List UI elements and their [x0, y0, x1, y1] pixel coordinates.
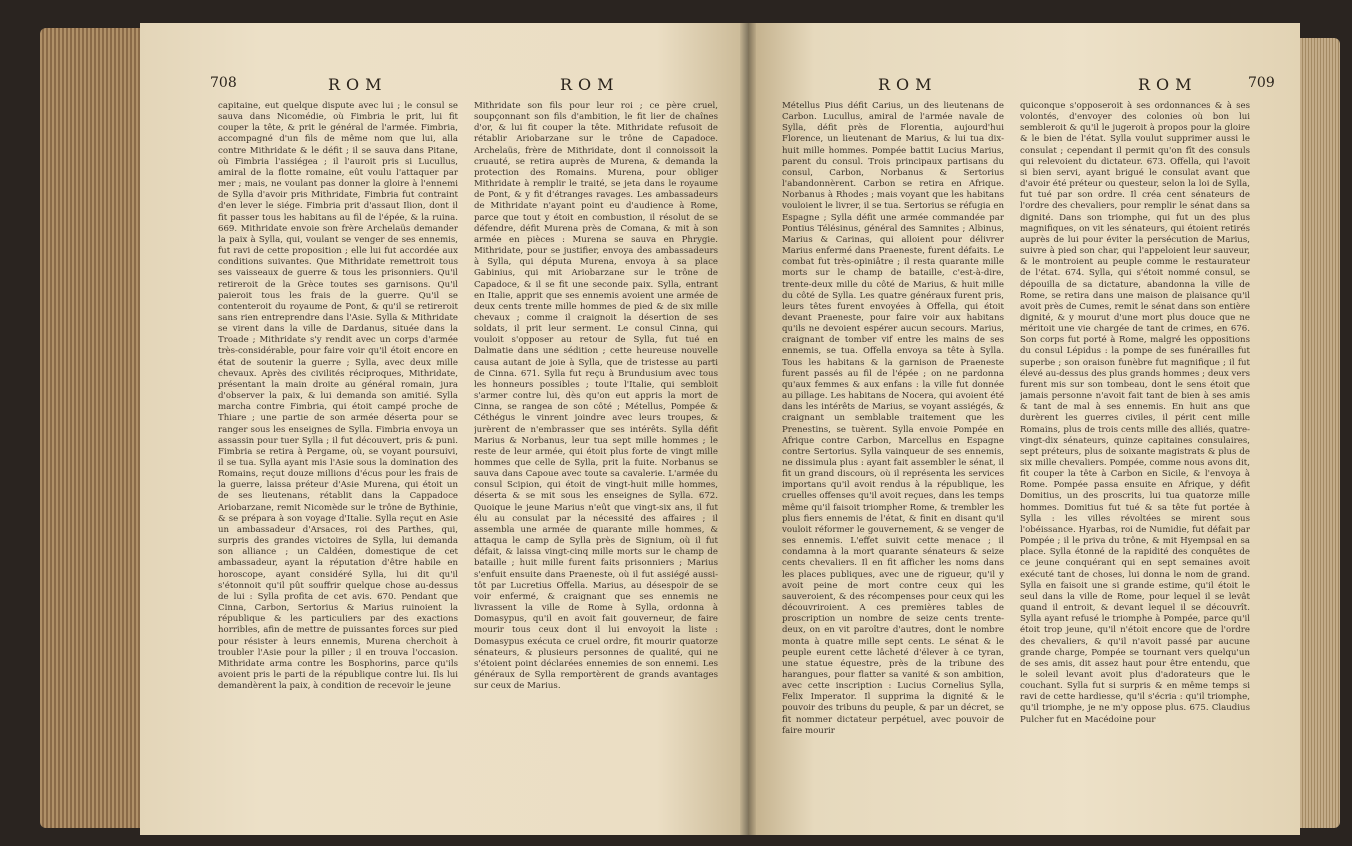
text-column-left-1 — [218, 101, 458, 821]
page-number-right: 709 — [1248, 75, 1275, 91]
running-header-left-col2: ROM — [560, 75, 620, 94]
book-gutter — [740, 23, 756, 835]
column-text: Métellus Pius défit Carius, un des lieutenans de Carbon. Lucullus, amiral de l'armée navale de Sylla, défit près de Florentia, aujourd'hui Florence, un lieutenant de Marius, & lui tua dix-huit mille hommes. Pompée battit Lucius Marius, parent du consul. Trois principaux partisans du consul, Carbon, Norbanus & Sertorius l'abandonnèrent. Carbon se retira en Afrique. Norbanus à Rhodes ; mais voyant que les habitans vouloient le livrer, il se tua. Sertorius se réfugia en Espagne ; Sylla défit une armée commandée par Pontius Télésinus, général des Samnites ; Albinus, Marius & Carinas, qui alloient pour délivrer Marius enfermé dans Praeneste, furent défaits. Le combat fut très-opiniâtre ; il resta quarante mille morts sur le champ de bataille, c'est-à-dire, trente-deux mille du côté de Marius, & huit mille du côté de Sylla. Les quatre généraux furent pris, leurs têtes furent envoyées à Offella, qui étoit devant Praeneste, pour faire voir aux habitans qu'ils ne devoient espérer aucun secours. Marius, craignant de tomber vif entre les mains de ses ennemis, se tua. Offella envoya sa tête à Sylla. Tous les habitans & la garnison de Praeneste furent passés au fil de l'épée ; on ne pardonna qu'aux femmes & aux enfans : la ville fut donnée au pillage. Les habitans de Nocera, qui avoient été dans les intérêts de Marius, se voyant assiégés, & craignant un semblable traitement que les Prenestins, se tuèrent. Sylla envoie Pompée en Afrique contre Carbon, Marcellus en Espagne contre Sertorius. Sylla vainqueur de ses ennemis, ne dissimula plus : ayant fait assembler le sénat, il fit un grand discours, où il représenta les services importans qu'il avoit rendus à la république, les cruelles offenses qu'il avoit reçues, dans les temps même qu'il faisoit triompher Rome, & trembler les plus fiers ennemis de l'état, & finit en disant qu'il vouloit réformer le gouvernement, & se venger de ses ennemis. L'effet suivit cette menace ; il condamna à la mort quarante sénateurs & seize cents chevaliers. Il en fit afficher les noms dans les places publiques, avec une de rigueur, qu'il y avoit peine de mort contre ceux qui les sauveroient, & des récompenses pour ceux qui les découvriroient. A ces premières tables de proscription un nombre de seize cents trente-deux, on en vit paroître d'autres, dont le nombre monta à quatre mille sept cents. Le sénat & le peuple eurent cette lâcheté d'élever à ce tyran, une statue équestre, près de la tribune des harangues, pour flatter sa vanité & son ambition, avec cette inscription : Lucius Cornelius Sylla, Felix Imperator. Il supprima la dignité & le pouvoir des tribuns du peuple, & par un décret, se fit nommer dictateur perpétuel, avec pouvoir de faire mourir — [782, 101, 1004, 736]
text-column-left-2 — [474, 101, 718, 821]
text-column-right-1 — [782, 101, 1004, 821]
column-text: capitaine, eut quelque dispute avec lui ; le consul se sauva dans Nicomédie, où Fimbria le prit, lui fit couper la tête, & prit le général de l'armée. Fimbria, accompagné d'un fils de même nom que lui, alla contre Mithridate & le défit ; il se sauva dans Pitane, où Fimbria l'assiégea ; il l'auroit pris si Lucullus, amiral de la flotte romaine, eût voulu l'attaquer par mer ; mais, ne voulant pas donner la gloire à l'ennemi de Sylla d'avoir pris Mithridate, Fimbria fut contraint d'en lever le siége. Fimbria prit d'assaut Ilion, dont il fit passer tous les habitans au fil de l'épée, & la ruina. 669. Mithridate envoie son frère Archelaüs demander la paix à Sylla, qui, voulant se venger de ses ennemis, fut ravi de cette proposition ; elle lui fut accordée aux conditions suivantes. Que Mithridate remettroit tous ses vaisseaux de guerre & tous les prisonniers. Qu'il retireroit de la Grèce toutes ses garnisons. Qu'il paieroit tous les frais de la guerre. Qu'il se contenteroit du royaume de Pont, & qu'il se retireroit sans rien entreprendre dans l'Asie. Sylla & Mithridate se virent dans la ville de Dardanus, située dans la Troade ; Mithridate s'y rendit avec un corps d'armée très-considérable, pour faire voir qu'il étoit encore en état de soutenir la guerre ; Sylla, avec deux mille chevaux. Après des civilités réciproques, Mithridate, présentant la main droite au général romain, jura d'observer la paix, & lui demanda son amitié. Sylla marcha contre Fimbria, qui étoit campé proche de Thiare ; une partie de son armée déserta pour se ranger sous les enseignes de Sylla. Fimbria envoya un assassin pour tuer Sylla ; il fut découvert, pris & puni. Fimbria se retira à Pergame, où, se voyant poursuivi, il se tua. Sylla ayant mis l'Asie sous la domination des Romains, reçut douze millions d'écus pour les frais de la guerre, laissa préteur d'Asie Murena, qui étoit un de ses lieutenans, rétablit dans la Cappadoce Ariobarzane, remit Nicomède sur le trône de Bythinie, & se prépara à son voyage d'Italie. Sylla reçut en Asie un ambassadeur d'Arsaces, roi des Parthes, qui, surpris des grandes victoires de Sylla, lui demanda son alliance ; un Caldéen, domestique de cet ambassadeur, ayant la réputation d'être habile en horoscope, ayant considéré Sylla, lui dit qu'il s'étonnoit qu'il pût souffrir quelque chose au-dessus de lui : Sylla profita de cet avis. 670. Pendant que Cinna, Carbon, Sertorius & Marius ruinoient la république & les particuliers par des exactions horribles, afin de mettre de puissantes forces sur pied pour résister à leurs ennemis, Murena cherchoit à troubler l'Asie pour la piller ; il en trouva l'occasion. Mithridate arma contre les Bosphorins, parce qu'ils avoient pris le parti de la république contre lui. Ils lui demandèrent la paix, à condition de recevoir le jeune — [218, 101, 458, 692]
right-page — [748, 23, 1300, 835]
running-header-right-col1: ROM — [878, 75, 938, 94]
left-page — [140, 23, 748, 835]
open-book — [40, 8, 1340, 838]
page-edges-left — [40, 28, 140, 828]
running-header-right-col2: ROM — [1138, 75, 1198, 94]
running-header-left-col1: ROM — [328, 75, 388, 94]
page-number-left: 708 — [210, 75, 237, 91]
page-edges-right — [1300, 38, 1340, 828]
column-text: Mithridate son fils pour leur roi ; ce père cruel, soupçonnant son fils d'ambition, le fit lier de chaînes d'or, & lui fit couper la tête. Mithridate refusoit de rétablir Ariobarzane sur le trône de Capadoce. Archelaüs, frère de Mithridate, dont il connoissoit la cruauté, se retira auprès de Murena, & demanda la protection des Romains. Murena, pour obliger Mithridate à remplir le traité, se jeta dans le royaume de Pont, & y fit d'étranges ravages. Les ambassadeurs de Mithridate n'ayant point eu d'audience à Rome, parce que tout y étoit en combustion, il résolut de se défendre, défit Murena près de Comana, & mit à son armée en pièces : Murena se sauva en Phrygie. Mithridate, pour se justifier, envoya des ambassadeurs à Sylla, qui députa Murena, envoya à sa place Gabinius, qui mit Ariobarzane sur le trône de Capadoce, & il se fit une seconde paix. Sylla, entrant en Italie, apprit que ses ennemis avoient une armée de deux cents trente mille hommes de pied & de six mille chevaux ; comme il craignoit la désertion de ses soldats, il prit leur serment. Le consul Cinna, qui vouloit s'opposer au retour de Sylla, fut tué en Dalmatie dans une sédition ; cette heureuse nouvelle causa autant de joie à Sylla, que de tristesse au parti de Cinna. 671. Sylla fut reçu à Brundusium avec tous les honneurs possibles ; toute l'Italie, qui sembloit s'armer contre lui, dès qu'on eut appris la mort de Cinna, se rangea de son côté ; Métellus, Pompée & Céthégus le vinrent joindre avec leurs troupes, & jurèrent de n'embrasser que ses intérêts. Sylla défit Marius & Norbanus, leur tua sept mille hommes ; le reste de leur armée, qui étoit plus forte de vingt mille hommes que celle de Sylla, prit la fuite. Norbanus se sauva dans Capoue avec toute sa cavalerie. L'armée du consul Scipion, qui étoit de vingt-huit mille hommes, déserta & se mit sous les enseignes de Sylla. 672. Quoique le jeune Marius n'eût que vingt-six ans, il fut élu au consulat par la nécessité des affaires ; il assembla une armée de quarante mille hommes, & attaqua le camp de Sylla près de Signium, où il fut défait, & laissa vingt-cinq mille morts sur le champ de bataille ; huit mille furent faits prisonniers ; Marius s'enfuit ensuite dans Praeneste, où il fut assiégé aussi-tôt par Lucretius Offella. Marius, au désespoir de se voir enfermé, & craignant que ses ennemis ne livrassent la ville de Rome à Sylla, ordonna à Domasypus, qu'il en avoit fait gouverneur, de faire mourir tous ceux dont il lui envoyoit la liste : Domasypus exécuta ce cruel ordre, fit mourir quatorze sénateurs, & plusieurs personnes de qualité, qui ne s'étoient point déclarées ennemies de son ennemi. Les généraux de Sylla remportèrent de grands avantages sur ceux de Marius. — [474, 101, 718, 692]
text-column-right-2 — [1020, 101, 1250, 821]
column-text: quiconque s'opposeroit à ses ordonnances & à ses volontés, d'envoyer des colonies où bon lui sembleroit & qu'il le jugeroit à propos pour la gloire & le bien de l'état. Sylla voulut supprimer aussi le consulat ; cependant il permit qu'on fît des consuls qui relevoient du dictateur. 673. Offella, qui l'avoit si bien servi, ayant brigué le consulat avant que d'avoir été préteur ou questeur, selon la loi de Sylla, fut tué par son ordre. Il créa cent sénateurs de l'ordre des chevaliers, pour remplir le sénat dans sa dignité. Dans son triomphe, qui fut un des plus magnifiques, on vit les sénateurs, qui étoient retirés auprès de lui pour éviter la persécution de Marius, suivre à pied son char, qui l'appeloient leur sauveur, & le montroient au peuple comme le restaurateur de l'état. 674. Sylla, qui s'étoit nommé consul, se dépouilla de sa dictature, abandonna la ville de Rome, se retira dans une maison de plaisance qu'il avoit près de Cumes, remit le sénat dans son entière dignité, & y mourut d'une mort plus douce que ne méritoit une vie chargée de tant de crimes, en 676. Son corps fut porté à Rome, malgré les oppositions du consul Lépidus : la pompe de ses funérailles fut superbe ; son oraison funèbre fut magnifique ; il fut élevé au-dessus des plus grands hommes ; deux vers furent mis sur son tombeau, dont le sens étoit que jamais personne n'avoit fait tant de bien à ses amis & tant de mal à ses ennemis. En huit ans que durèrent les guerres civiles, il périt cent mille Romains, plus de trois cents mille des alliés, quatre-vingt-dix sénateurs, quinze capitaines consulaires, sept préteurs, plus de soixante magistrats & plus de six mille chevaliers. Pompée, comme nous avons dit, fit couper la tête à Carbon en Sicile, & l'envoya à Rome. Pompée passa ensuite en Afrique, y défit Domitius, un des proscrits, lui tua quatorze mille hommes. Domitius fut tué & sa tête fut portée à Sylla : les villes révoltées se mirent sous l'obéissance. Hyarbas, roi de Numidie, fut défait par Pompée ; il le priva du trône, & mit Hyempsal en sa place. Sylla étonné de la rapidité des conquêtes de ce jeune conquérant qui en sept semaines avoit exécuté tant de choses, lui donna le nom de grand. Sylla en faisoit une si grande estime, qu'il étoit le seul dans la ville de Rome, pour lequel il se levât quand il entroit, & devant lequel il se découvrît. Sylla ayant refusé le triomphe à Pompée, parce qu'il étoit trop jeune, qu'il n'étoit encore que de l'ordre des chevaliers, & qu'il n'avoit passé par aucune grande charge, Pompée se tournant vers quelqu'un de ses amis, dit assez haut pour être entendu, que le soleil levant avoit plus d'adorateurs que le couchant. Sylla fut si surpris & en même temps si ravi de cette hardiesse, qu'il s'écria : qu'il triomphe, qu'il triomphe, je ne m'y oppose plus. 675. Claudius Pulcher fut en Macédoine pour — [1020, 101, 1250, 725]
